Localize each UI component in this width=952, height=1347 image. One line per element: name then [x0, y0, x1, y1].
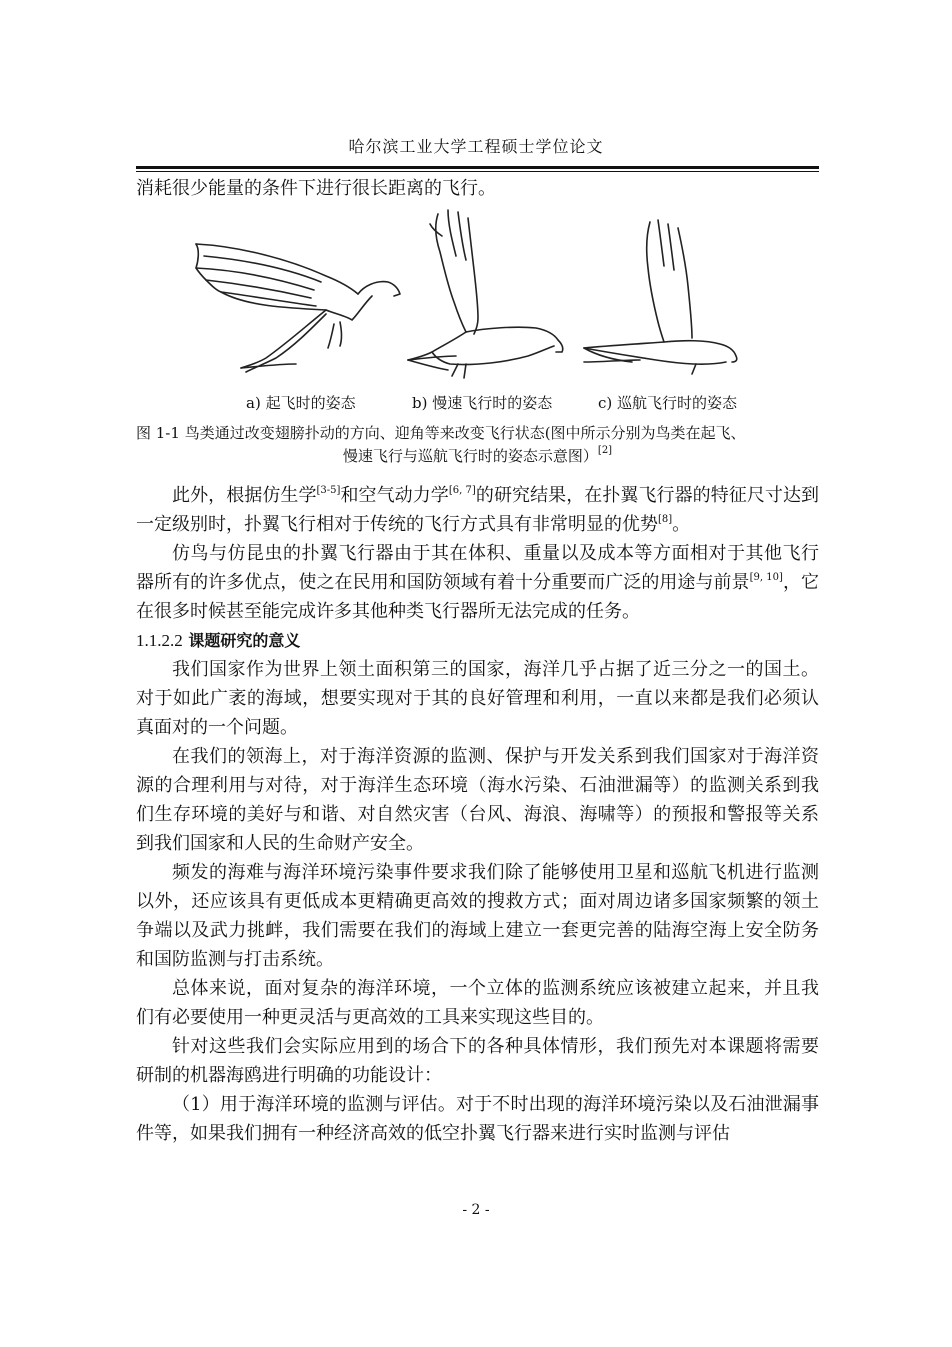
paragraph-6: 总体来说，面对复杂的海洋环境，一个立体的监测系统应该被建立起来，并且我们有必要使用一种更灵活与更高效的工具来实现这些目的。 [136, 978, 819, 1028]
citation: [8] [658, 514, 673, 525]
intro-line: 消耗很少能量的条件下进行很长距离的飞行。 [136, 178, 496, 199]
citation: [9, 10] [749, 572, 783, 583]
page-number: - 2 - [462, 1202, 490, 1218]
citation: [3-5] [316, 485, 341, 496]
sublabel-a: a) 起飞时的姿态 [246, 394, 356, 412]
paragraph-3: 我们国家作为世界上领土面积第三的国家，海洋几乎占据了近三分之一的国土。对于如此广袤的海域，想要实现对于其的良好管理和利用，一直以来都是我们必须认真面对的一个问题。 [136, 659, 819, 738]
paragraph-5: 频发的海难与海洋环境污染事件要求我们除了能够使用卫星和巡航飞机进行监测以外，还应该具有更低成本更精确更高效的搜救方式；面对周边诸多国家频繁的领土争端以及武力挑衅，我们需要在我们的海域上建立一套更完善的陆海空海上安全防务和国防监测与打击系统。 [136, 862, 819, 970]
sublabel-b: b) 慢速飞行时的姿态 [412, 394, 553, 412]
paragraph-4: 在我们的领海上，对于海洋资源的监测、保护与开发关系到我们国家对于海洋资源的合理利用与对待，对于海洋生态环境（海水污染、石油泄漏等）的监测关系到我们生存环境的美好与和谐、对自然灾害（台风、海浪、海啸等）的预报和警报等关系到我们国家和人民的生命财产安全。 [136, 746, 819, 854]
section-title: 课题研究的意义 [188, 631, 301, 650]
paragraph-8: （1）用于海洋环境的监测与评估。对于不时出现的海洋环境污染以及石油泄漏事件等，如果我们拥有一种经济高效的低空扑翼飞行器来进行实时监测与评估 [136, 1094, 819, 1144]
bird-cruise-drawing [584, 220, 737, 374]
header-rule-thin [136, 171, 819, 172]
section-heading [136, 626, 819, 655]
caption-citation: [2] [597, 445, 613, 456]
main-text [136, 481, 819, 1148]
citation: [6, 7] [448, 485, 476, 496]
figure-caption [136, 422, 819, 468]
intro-line-block [136, 174, 819, 203]
caption-line-1: 图 1-1 鸟类通过改变翅膀扑动的方向、迎角等来改变飞行状态(图中所示分别为鸟类在起飞、 [136, 424, 746, 442]
header-rule-thick [136, 166, 819, 169]
sublabel-c: c) 巡航飞行时的姿态 [598, 394, 738, 412]
paragraph-1: 此外，根据仿生学[3-5]和空气动力学[6, 7]的研究结果，在扑翼飞行器的特征尺寸达到一定级别时，扑翼飞行相对于传统的飞行方式具有非常明显的优势[8]。 [136, 485, 820, 535]
paragraph-7: 针对这些我们会实际应用到的场合下的各种具体情形，我们预先对本课题将需要研制的机器海鸥进行明确的功能设计： [136, 1036, 819, 1086]
bird-flight-figure [136, 206, 819, 390]
bird-takeoff-drawing [196, 244, 400, 372]
bird-slow-flight-drawing [408, 210, 563, 378]
running-header: 哈尔滨工业大学工程硕士学位论文 [348, 137, 604, 156]
section-number: 1.1.2.2 [136, 631, 183, 650]
caption-line-2: 慢速飞行与巡航飞行时的姿态示意图）[2] [342, 445, 613, 465]
paragraph-2: 仿鸟与仿昆虫的扑翼飞行器由于其在体积、重量以及成本等方面相对于其他飞行器所有的许多优点，使之在民用和国防领域有着十分重要而广泛的用途与前景[9, 10]，它在很多时候甚至能完成许多其他种类飞行器所无法完成的任务。 [136, 543, 820, 622]
